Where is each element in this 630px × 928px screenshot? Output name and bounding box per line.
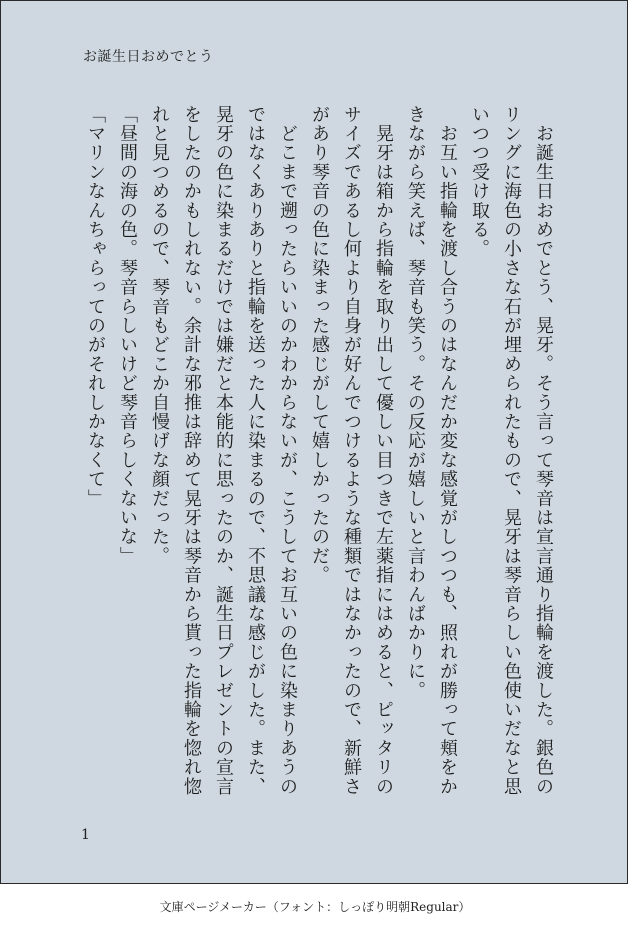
page-number: 1: [81, 827, 90, 843]
paragraph: 晃牙は箱から指輪を取り出して優しい目つきで左薬指にはめると、ピッタリのサイズであるし何より自身が好んでつけるような種類ではなかったので、新鮮さがあり琴音の色に染まった感じがして嬉しかったのだ。: [309, 105, 394, 797]
paragraph: どこまで遡ったらいいのかわからないが、こうしてお互いの色に染まりあうのではなくありありと指輪を送った人に染まるので、不思議な感じがした。また、晃牙の色に染まるだけでは嫌だと本能的に思ったのか、誕生日プレゼントの宣言をしたのかもしれない。余計な邪推は辞めて晃牙は琴音から貰った指輪を惚れ惚れと見つめるので、琴音もどこか自慢げな顔だった。: [149, 105, 298, 797]
dialogue-line: 「昼間の海の色。琴音らしいけど琴音らしくないな」: [117, 105, 138, 566]
dialogue-line: 「マリンなんちゃらってのがそれしかなくて」: [85, 105, 106, 509]
page-header-title: お誕生日おめでとう: [83, 49, 214, 65]
paragraph: お誕生日おめでとう、晃牙。そう言って琴音は宣言通り指輪を渡した。銀色のリングに海色の小さな石が埋められたもので、晃牙は琴音らしい色使いだなと思いつつ受け取る。: [469, 105, 554, 797]
vertical-body-text: [71, 105, 559, 805]
footer-caption: 文庫ページメーカー（フォント：しっぽり明朝Regular）: [159, 900, 471, 914]
paragraph: お互い指輪を渡し合うのはなんだか変な感覚がしつつも、照れが勝って頬をかきながら笑えば、琴音も笑う。その反応が嬉しいと言わんばかりに。: [405, 105, 458, 797]
